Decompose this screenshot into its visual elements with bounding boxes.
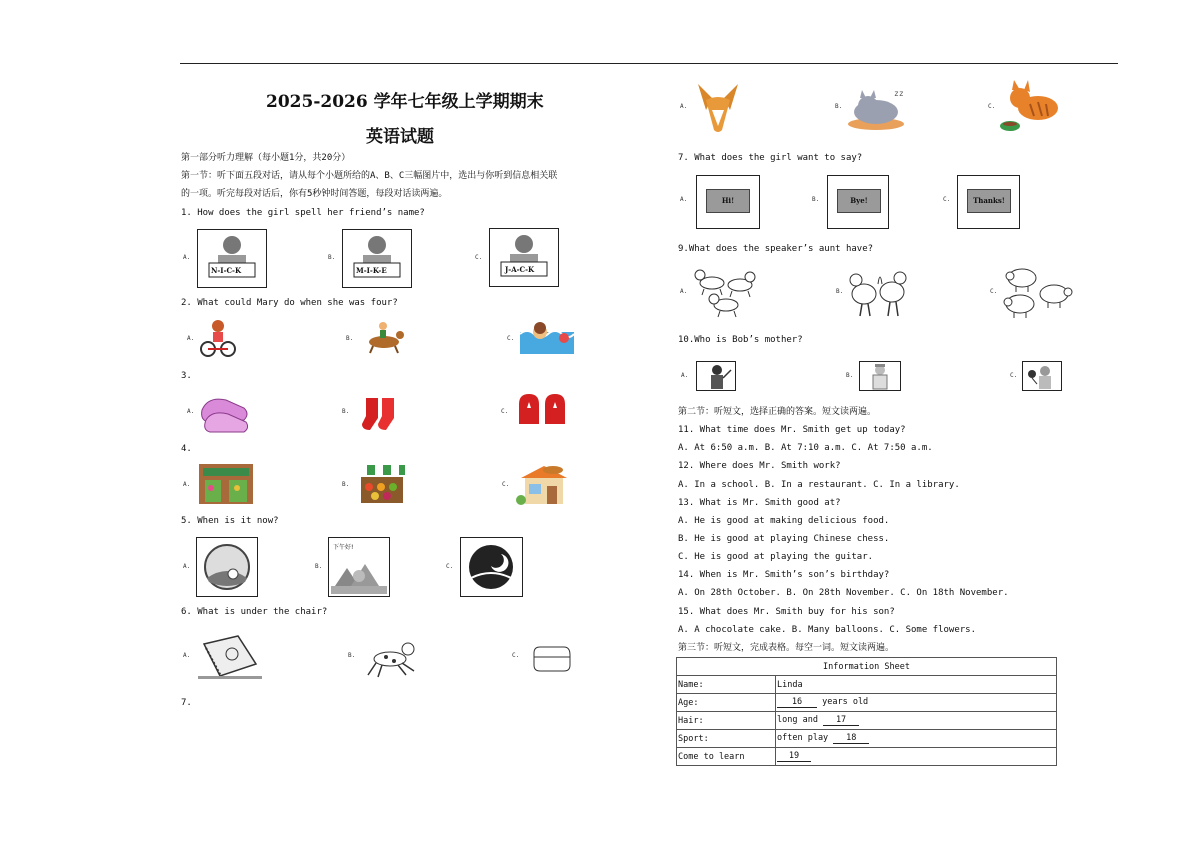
q5-sign-b: 下午好! — [333, 544, 354, 551]
nurse-icon — [860, 362, 900, 390]
row-value-text: Linda — [777, 679, 803, 690]
q1-card-b: M-I-K-E — [356, 266, 387, 275]
row-value — [776, 694, 1057, 712]
q13-option-a: A. He is good at making delicious food. — [678, 516, 890, 526]
row-label: Sport: — [677, 730, 776, 748]
page-subtitle: 英语试题 — [366, 127, 434, 147]
header-rule — [180, 63, 1118, 64]
row-value — [776, 676, 1057, 694]
fox-icon — [692, 80, 744, 134]
mittens-icon — [513, 390, 571, 434]
q2-text: 2. What could Mary do when she was four? — [181, 298, 398, 308]
night-moon-icon — [461, 538, 522, 596]
sunrise-icon — [197, 538, 257, 596]
dogs-icon — [692, 265, 760, 319]
q10-option-a: A. — [681, 372, 689, 379]
q7-picture-a — [696, 175, 760, 229]
chickens-icon — [846, 264, 912, 320]
q4-option-b: B. — [342, 481, 350, 488]
table-row — [677, 658, 1057, 676]
q5-picture-a — [196, 537, 258, 597]
row-value-text: years old — [817, 697, 869, 707]
q6-option-a: A. — [183, 652, 191, 659]
q11-question: 11. What time does Mr. Smith get up today? — [678, 425, 906, 435]
q7-picture-c — [957, 175, 1020, 229]
girl-riding-bike-icon — [199, 318, 237, 358]
row-value — [776, 748, 1057, 766]
q2-option-a: A. — [187, 335, 195, 342]
q1-card-c: J-A-C-K — [505, 265, 535, 274]
q1-text: 1. How does the girl spell her friend’s name? — [181, 208, 425, 218]
q5-text: 5. When is it now? — [181, 516, 279, 526]
part2-heading: 第二节：听短文，选择正确的答案。短文读两遍。 — [678, 407, 877, 417]
q7-option-b: B. — [835, 103, 843, 110]
q9-option-a: A. — [680, 288, 688, 295]
q9-option-c: C. — [990, 288, 998, 295]
q15-question: 15. What does Mr. Smith buy for his son? — [678, 607, 895, 617]
answer-blank-16[interactable]: 16 — [777, 697, 817, 708]
part1-instruction-2: 的一项。听完每段对话后，你有5秒钟时间答题，每段对话读两遍。 — [181, 189, 448, 199]
shoes-icon — [198, 392, 252, 434]
answer-blank-19[interactable]: 19 — [777, 751, 811, 762]
q13-option-c: C. He is good at playing the guitar. — [678, 552, 874, 562]
teacher-icon — [697, 362, 735, 390]
row-value-text: long and — [777, 715, 824, 725]
answer-blank-17[interactable]: 17 — [823, 715, 859, 726]
q3-text: 3. — [181, 371, 192, 381]
towel-icon — [530, 643, 572, 673]
table-title: Information Sheet — [677, 658, 1057, 676]
q7b-option-c: C. — [943, 196, 951, 203]
q10-picture-c — [1022, 361, 1062, 391]
table-row — [677, 676, 1057, 694]
q14-options: A. On 28th October. B. On 28th November. C. On 18th November. — [678, 588, 1009, 598]
q4-option-a: A. — [183, 481, 191, 488]
q1-picture-b — [342, 229, 412, 288]
table-row — [677, 730, 1057, 748]
q4-text: 4. — [181, 444, 192, 454]
q1-card-a: N-I-C-K — [211, 266, 242, 275]
q1-option-c: C. — [475, 254, 483, 261]
q7-option-a: A. — [680, 103, 688, 110]
socks-icon — [356, 392, 402, 434]
q11-options: A. At 6:50 a.m. B. At 7:10 a.m. C. At 7:50 a.m. — [678, 443, 933, 453]
q7-number: 7. — [181, 698, 192, 708]
part3-heading: 第三节：听短文，完成表格。每空一词。短文读两遍。 — [678, 643, 895, 653]
boy-holding-card-icon — [198, 230, 266, 287]
q7-picture-b — [827, 175, 889, 229]
speech-bubble-thanks: Thanks! — [967, 189, 1011, 213]
q5-picture-b — [328, 537, 390, 597]
q10-option-c: C. — [1010, 372, 1018, 379]
row-value — [776, 730, 1057, 748]
bakery-icon — [515, 462, 573, 506]
q10-option-b: B. — [846, 372, 854, 379]
boy-holding-card-icon — [490, 229, 558, 286]
cat-sleeping-icon — [846, 84, 910, 132]
q10-question: 10.Who is Bob’s mother? — [678, 335, 803, 345]
cook-icon — [1023, 362, 1061, 390]
cat-eating-icon — [998, 80, 1068, 134]
q15-options: A. A chocolate cake. B. Many balloons. C. Some flowers. — [678, 625, 977, 635]
speech-bubble-hi: Hi! — [706, 189, 750, 213]
boy-holding-card-icon — [343, 230, 411, 287]
flower-shop-icon — [197, 462, 255, 506]
q7-option-c: C. — [988, 103, 996, 110]
q1-option-a: A. — [183, 254, 191, 261]
row-value — [776, 712, 1057, 730]
q5-picture-c — [460, 537, 523, 597]
q3-option-c: C. — [501, 408, 509, 415]
q3-option-b: B. — [342, 408, 350, 415]
q14-question: 14. When is Mr. Smith’s son’s birthday? — [678, 570, 890, 580]
q7-question: 7. What does the girl want to say? — [678, 153, 863, 163]
q9-option-b: B. — [836, 288, 844, 295]
table-row — [677, 712, 1057, 730]
q7b-option-b: B. — [812, 196, 820, 203]
part1-heading: 第一部分听力理解（每小题1分，共20分） — [181, 153, 351, 163]
q12-question: 12. Where does Mr. Smith work? — [678, 461, 841, 471]
q12-options: A. In a school. B. In a restaurant. C. In a library. — [678, 480, 960, 490]
q10-picture-a — [696, 361, 736, 391]
row-label: Name: — [677, 676, 776, 694]
table-row — [677, 694, 1057, 712]
q1-picture-c — [489, 228, 559, 287]
q4-option-c: C. — [502, 481, 510, 488]
part1-instruction-1: 第一节：听下面五段对话，请从每个小题所给的A、B、C三幅图片中，选出与你听到信息相关联 — [181, 171, 558, 181]
row-label: Hair: — [677, 712, 776, 730]
q13-question: 13. What is Mr. Smith good at? — [678, 498, 841, 508]
speech-bubble-bye: Bye! — [837, 189, 881, 213]
q1-picture-a — [197, 229, 267, 288]
q9-question: 9.What does the speaker’s aunt have? — [678, 244, 874, 254]
fruit-stall-icon — [357, 463, 407, 505]
notebook-icon — [198, 634, 262, 680]
answer-blank-18[interactable]: 18 — [833, 733, 869, 744]
q6-text: 6. What is under the chair? — [181, 607, 328, 617]
q2-option-b: B. — [346, 335, 354, 342]
information-sheet-table — [676, 657, 1057, 766]
q3-option-a: A. — [187, 408, 195, 415]
q7b-option-a: A. — [680, 196, 688, 203]
q5-option-b: B. — [315, 563, 323, 570]
table-row — [677, 748, 1057, 766]
page-title: 2025-2026 学年七年级上学期期末 — [266, 92, 544, 112]
girl-swimming-icon — [520, 320, 574, 354]
sheep-icon — [1000, 264, 1074, 322]
q10-picture-b — [859, 361, 901, 391]
row-label: Come to learn — [677, 748, 776, 766]
q2-option-c: C. — [507, 335, 515, 342]
girl-riding-horse-icon — [362, 320, 406, 354]
q1-option-b: B. — [328, 254, 336, 261]
q6-option-b: B. — [348, 652, 356, 659]
svg-text:zz: zz — [894, 89, 904, 98]
dog-running-icon — [362, 635, 422, 679]
row-value-text: often play — [777, 733, 834, 743]
q13-option-b: B. He is good at playing Chinese chess. — [678, 534, 890, 544]
q5-option-a: A. — [183, 563, 191, 570]
q5-option-c: C. — [446, 563, 454, 570]
row-label: Age: — [677, 694, 776, 712]
q6-option-c: C. — [512, 652, 520, 659]
